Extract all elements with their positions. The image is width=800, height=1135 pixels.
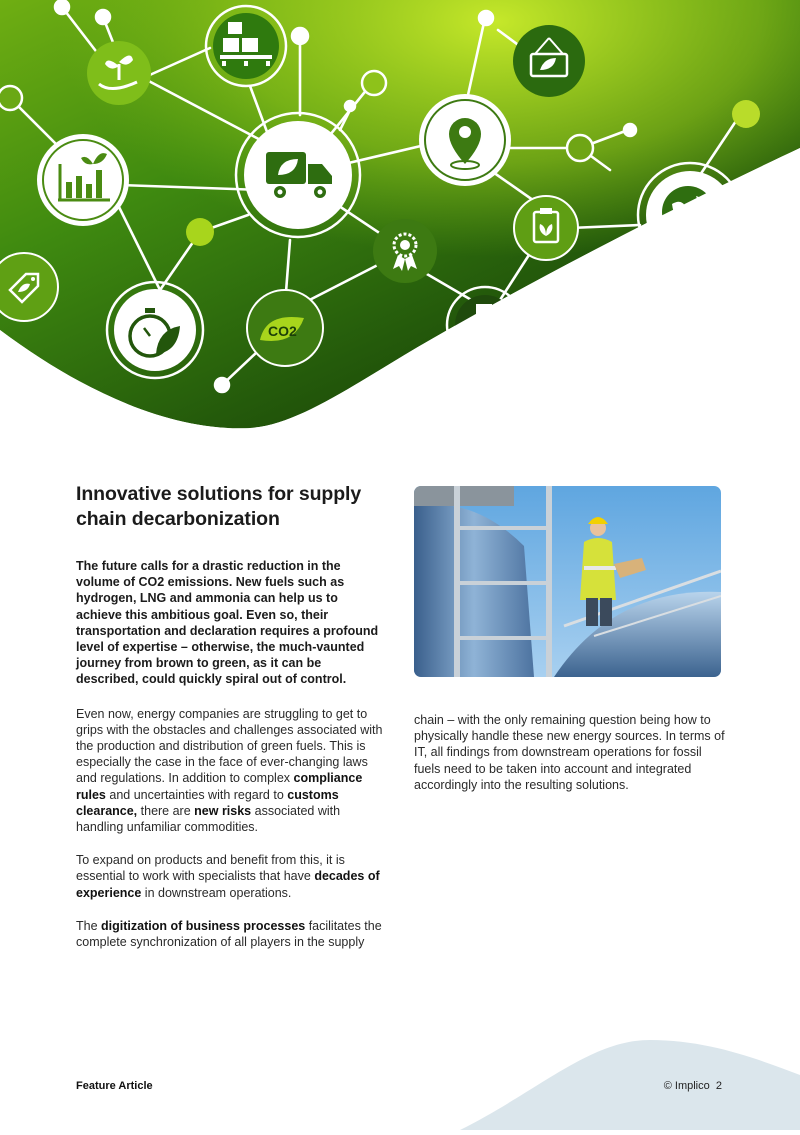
article-heading: Innovative solutions for supply chain decarbonization xyxy=(76,483,362,530)
lead-paragraph: The future calls for a drastic reduction in the volume of CO2 emissions. New fuels such as hydrogen, LNG and ammonia can help us to achieve this ambitious goal. Even so, their transportation and declaration requires a profound level of expertise – otherwise, the much-vaunted journey from brown to green, as it can be described, could quickly spiral out of control. xyxy=(76,559,379,687)
hero-network-graphic xyxy=(0,0,800,430)
paragraph-3: The digitization of business processes facilitates the complete synchronization of all players in the supply xyxy=(76,918,382,950)
photo-svg xyxy=(414,486,721,677)
page-number: 2 xyxy=(715,1080,722,1092)
hero-svg xyxy=(0,0,800,430)
article-right-column xyxy=(414,712,730,810)
paragraph-1: Even now, energy companies are struggling to get to grips with the obstacles and challenges associated with the production and distribution of green fuels. This is especially the case in the face of ever-changing laws and regulations. In addition to complex compliance rules and uncertainties with regard to customs clearance, there are new risks associated with handling unfamiliar commodities. xyxy=(76,706,383,835)
award-badge-icon xyxy=(373,219,437,283)
article-left-column xyxy=(76,482,386,967)
stopwatch-leaf-icon xyxy=(107,282,203,378)
bold-decades-of-experience: decades of experience xyxy=(76,869,380,900)
bold-new-risks: new risks xyxy=(194,803,252,818)
bold-compliance-rules: compliance rules xyxy=(76,771,363,802)
paragraph-2: To expand on products and benefit from this, it is essential to work with specialists that have decades of experience in downstream operations. xyxy=(76,853,380,900)
truck-icon xyxy=(236,113,360,237)
hanging-leaf-sign-icon xyxy=(513,25,585,97)
co2-label: CO2 xyxy=(268,323,297,339)
footer-copyright xyxy=(630,1080,722,1092)
plant-in-hand-icon xyxy=(87,41,151,105)
growth-chart-icon xyxy=(37,134,129,226)
price-tag-icon xyxy=(0,253,58,321)
clipboard-icon xyxy=(514,196,578,260)
worker-on-tank-photo xyxy=(414,486,721,677)
bold-digitization: digitization of business processes xyxy=(101,918,306,933)
pallet-boxes-icon xyxy=(206,6,286,86)
location-pin-icon xyxy=(419,94,511,186)
bold-customs-clearance: customs clearance, xyxy=(76,787,339,818)
footer-section-label: Feature Article xyxy=(76,1080,153,1092)
co2-leaf-icon xyxy=(247,290,323,366)
paragraph-4: chain – with the only remaining question being how to physically handle these new energy sources. In terms of IT, all findings from downstream operations for fossil fuels need to be taken into account and integrated accordingly into the resulting solutions. xyxy=(414,713,725,792)
copyright-text: © Implico xyxy=(663,1080,710,1092)
